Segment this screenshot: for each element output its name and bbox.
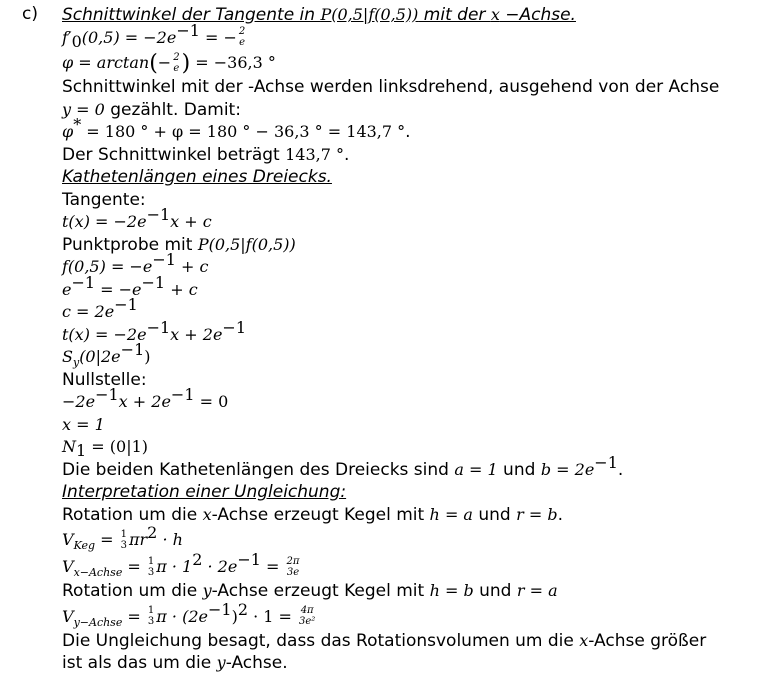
math-sup: −1	[176, 20, 200, 40]
numerator: 2	[238, 26, 246, 37]
text: .	[617, 459, 624, 480]
solution-content	[62, 4, 780, 675]
math: e	[62, 279, 72, 299]
text: -Achse erzeugt Kegel mit	[211, 581, 430, 601]
math-line	[62, 317, 780, 347]
numerator: 1	[120, 528, 127, 540]
math: r = b	[516, 504, 558, 524]
heading-text: Schnittwinkel der Tangente in	[62, 5, 321, 25]
math-line	[62, 272, 780, 302]
math: φ	[62, 122, 74, 141]
math: x = 1	[62, 414, 105, 434]
text: Rotation um die	[62, 504, 203, 525]
math: y	[216, 653, 226, 672]
math: =	[95, 530, 119, 549]
text: .	[557, 504, 563, 525]
heading-text: −Achse.	[499, 5, 576, 25]
denominator: 3e²	[299, 616, 316, 627]
math-sup: −1	[222, 317, 247, 337]
math: )	[231, 606, 238, 626]
math: = −36,3 °	[190, 53, 276, 72]
text: -Achse.	[225, 653, 288, 673]
math-line	[62, 414, 780, 437]
text: .	[343, 144, 350, 165]
math-sup: −1	[120, 340, 145, 359]
text: Die beiden Kathetenlängen des Dreiecks sind	[62, 459, 455, 480]
text: .	[405, 122, 411, 142]
math: =	[122, 606, 146, 626]
text: und	[472, 504, 517, 525]
math: c = 2e	[62, 302, 115, 321]
math-sup: −1	[594, 452, 618, 472]
math: x + 2e	[118, 392, 171, 411]
fraction	[147, 606, 155, 627]
math-sup: −1	[207, 599, 232, 619]
math: x	[202, 504, 212, 524]
math: + c	[175, 257, 209, 276]
heading-interpretation: Interpretation einer Ungleichung:	[62, 482, 347, 502]
math-line	[62, 205, 780, 234]
math: y = 0	[62, 99, 105, 119]
math-sub: y−Achse	[73, 615, 123, 629]
math-sup: −1	[71, 272, 96, 292]
fraction	[120, 530, 128, 551]
math: x	[579, 630, 589, 650]
math-line	[62, 250, 780, 279]
math: x + c	[170, 212, 212, 231]
text-line: Schnittwinkel mit der -Achse werden linksdrehend, ausgehend von der Achse	[62, 77, 720, 97]
math-sub: y	[72, 356, 80, 369]
text: und	[473, 581, 517, 601]
angle-result-line	[62, 115, 780, 144]
math-line	[62, 340, 780, 369]
heading-schnittwinkel	[62, 4, 780, 27]
math: N	[62, 437, 76, 456]
math: )	[144, 347, 151, 366]
math: −	[157, 53, 172, 72]
text: Der Schnittwinkel beträgt	[62, 144, 286, 165]
cone-volume-formula	[62, 523, 780, 553]
denominator: e	[173, 62, 180, 74]
heading-kathetenlaengen: Kathetenlängen eines Dreiecks.	[62, 167, 332, 187]
angle-line	[62, 49, 780, 76]
math: =	[260, 557, 285, 576]
math: = (0|1)	[86, 437, 148, 456]
x-axis-volume	[62, 550, 780, 580]
math-sup: 2	[147, 523, 158, 542]
math-sup: −1	[237, 550, 261, 569]
text-line	[62, 144, 780, 167]
math: f(0,5) = −e	[62, 257, 153, 276]
math: V	[62, 530, 74, 549]
math: φ = arctan	[62, 53, 150, 72]
text-line	[62, 652, 780, 675]
math-var: x	[490, 5, 500, 24]
math-sup: *	[73, 115, 82, 134]
numerator: 1	[147, 555, 155, 567]
fraction	[172, 53, 180, 74]
math: x + 2e	[170, 324, 223, 344]
numerator: 2	[173, 51, 180, 63]
text: und	[497, 459, 541, 480]
math: (0|2e	[79, 347, 121, 366]
denominator: 3	[147, 566, 155, 578]
text: ist als das um die	[62, 653, 217, 673]
fraction	[286, 557, 301, 578]
denominator: e	[239, 37, 246, 48]
math: f′	[62, 27, 72, 47]
math-sub: 0	[71, 31, 82, 51]
math-sup: −1	[141, 272, 166, 292]
math: π · 1	[156, 557, 193, 576]
text-line	[62, 504, 780, 527]
math: r = a	[516, 581, 558, 600]
math: = −	[199, 27, 237, 47]
text: gezählt. Damit:	[104, 99, 241, 120]
math-sup: −1	[152, 250, 176, 269]
math: y	[202, 581, 212, 600]
math: · h	[157, 530, 183, 549]
text: -Achse größer	[588, 630, 707, 651]
math: · 1 =	[248, 606, 298, 626]
text-line	[62, 99, 780, 122]
math: V	[62, 557, 74, 576]
paren: (	[149, 51, 158, 76]
paren: )	[181, 51, 191, 76]
math-sub: Keg	[73, 539, 96, 552]
text: Punktprobe mit	[62, 234, 198, 255]
math: 143,7 °	[285, 144, 344, 164]
math-sub: 1	[76, 441, 87, 460]
math: S	[62, 347, 73, 366]
math: a = 1	[454, 459, 498, 479]
text-line	[62, 580, 780, 603]
math: b = 2e	[540, 459, 595, 479]
math: π · (2e	[156, 606, 208, 626]
math: h = b	[429, 581, 474, 600]
numerator: 2π	[286, 555, 300, 567]
numerator: 1	[147, 605, 155, 616]
text: Rotation um die	[62, 581, 203, 601]
math: h = a	[429, 504, 473, 524]
section-label: c)	[22, 4, 38, 24]
math: −2e	[62, 392, 96, 411]
math: = 0	[194, 392, 229, 411]
text-line: Tangente:	[62, 189, 146, 210]
text-line	[62, 630, 780, 653]
math: t(x) = −2e	[62, 212, 147, 231]
math: = −e	[95, 279, 142, 299]
derivative-line	[62, 20, 780, 51]
math-sup: 2	[192, 550, 203, 569]
math-sup: −1	[146, 205, 171, 224]
text-line: Nullstelle:	[62, 369, 147, 390]
math: + c	[165, 279, 198, 299]
math-sup: −1	[170, 385, 195, 404]
math: P(0,5|f(0,5))	[197, 234, 296, 254]
text: -Achse erzeugt Kegel mit	[211, 504, 430, 525]
text: Die Ungleichung besagt, dass das Rotationsvolumen um die	[62, 630, 580, 651]
math-sup: −1	[95, 385, 119, 404]
fraction	[147, 557, 155, 578]
math: V	[62, 606, 74, 626]
math-sup: −1	[114, 295, 138, 314]
denominator: 3	[120, 539, 127, 551]
math: =	[122, 557, 146, 576]
text-line	[62, 452, 780, 482]
math-sup: −1	[146, 317, 171, 337]
math: πr	[129, 530, 148, 549]
math-sub: x−Achse	[73, 566, 123, 579]
y-axis-volume	[62, 599, 780, 630]
fraction	[298, 606, 316, 627]
numerator: 4π	[300, 605, 314, 616]
math: t(x) = −2e	[62, 324, 147, 344]
denominator: 3	[147, 616, 155, 627]
point-math: P(0,5|f(0,5))	[320, 5, 419, 24]
math-line	[62, 436, 780, 459]
math: · 2e	[202, 557, 238, 576]
math-sup: 2	[237, 599, 248, 619]
math: = 180 ° + φ = 180 ° − 36,3 ° = 143,7 °	[81, 122, 406, 141]
math-line	[62, 385, 780, 414]
heading-text: mit der	[418, 5, 491, 25]
fraction	[238, 27, 246, 48]
denominator: 3e	[286, 566, 300, 578]
math: (0,5) = −2e	[81, 27, 177, 47]
